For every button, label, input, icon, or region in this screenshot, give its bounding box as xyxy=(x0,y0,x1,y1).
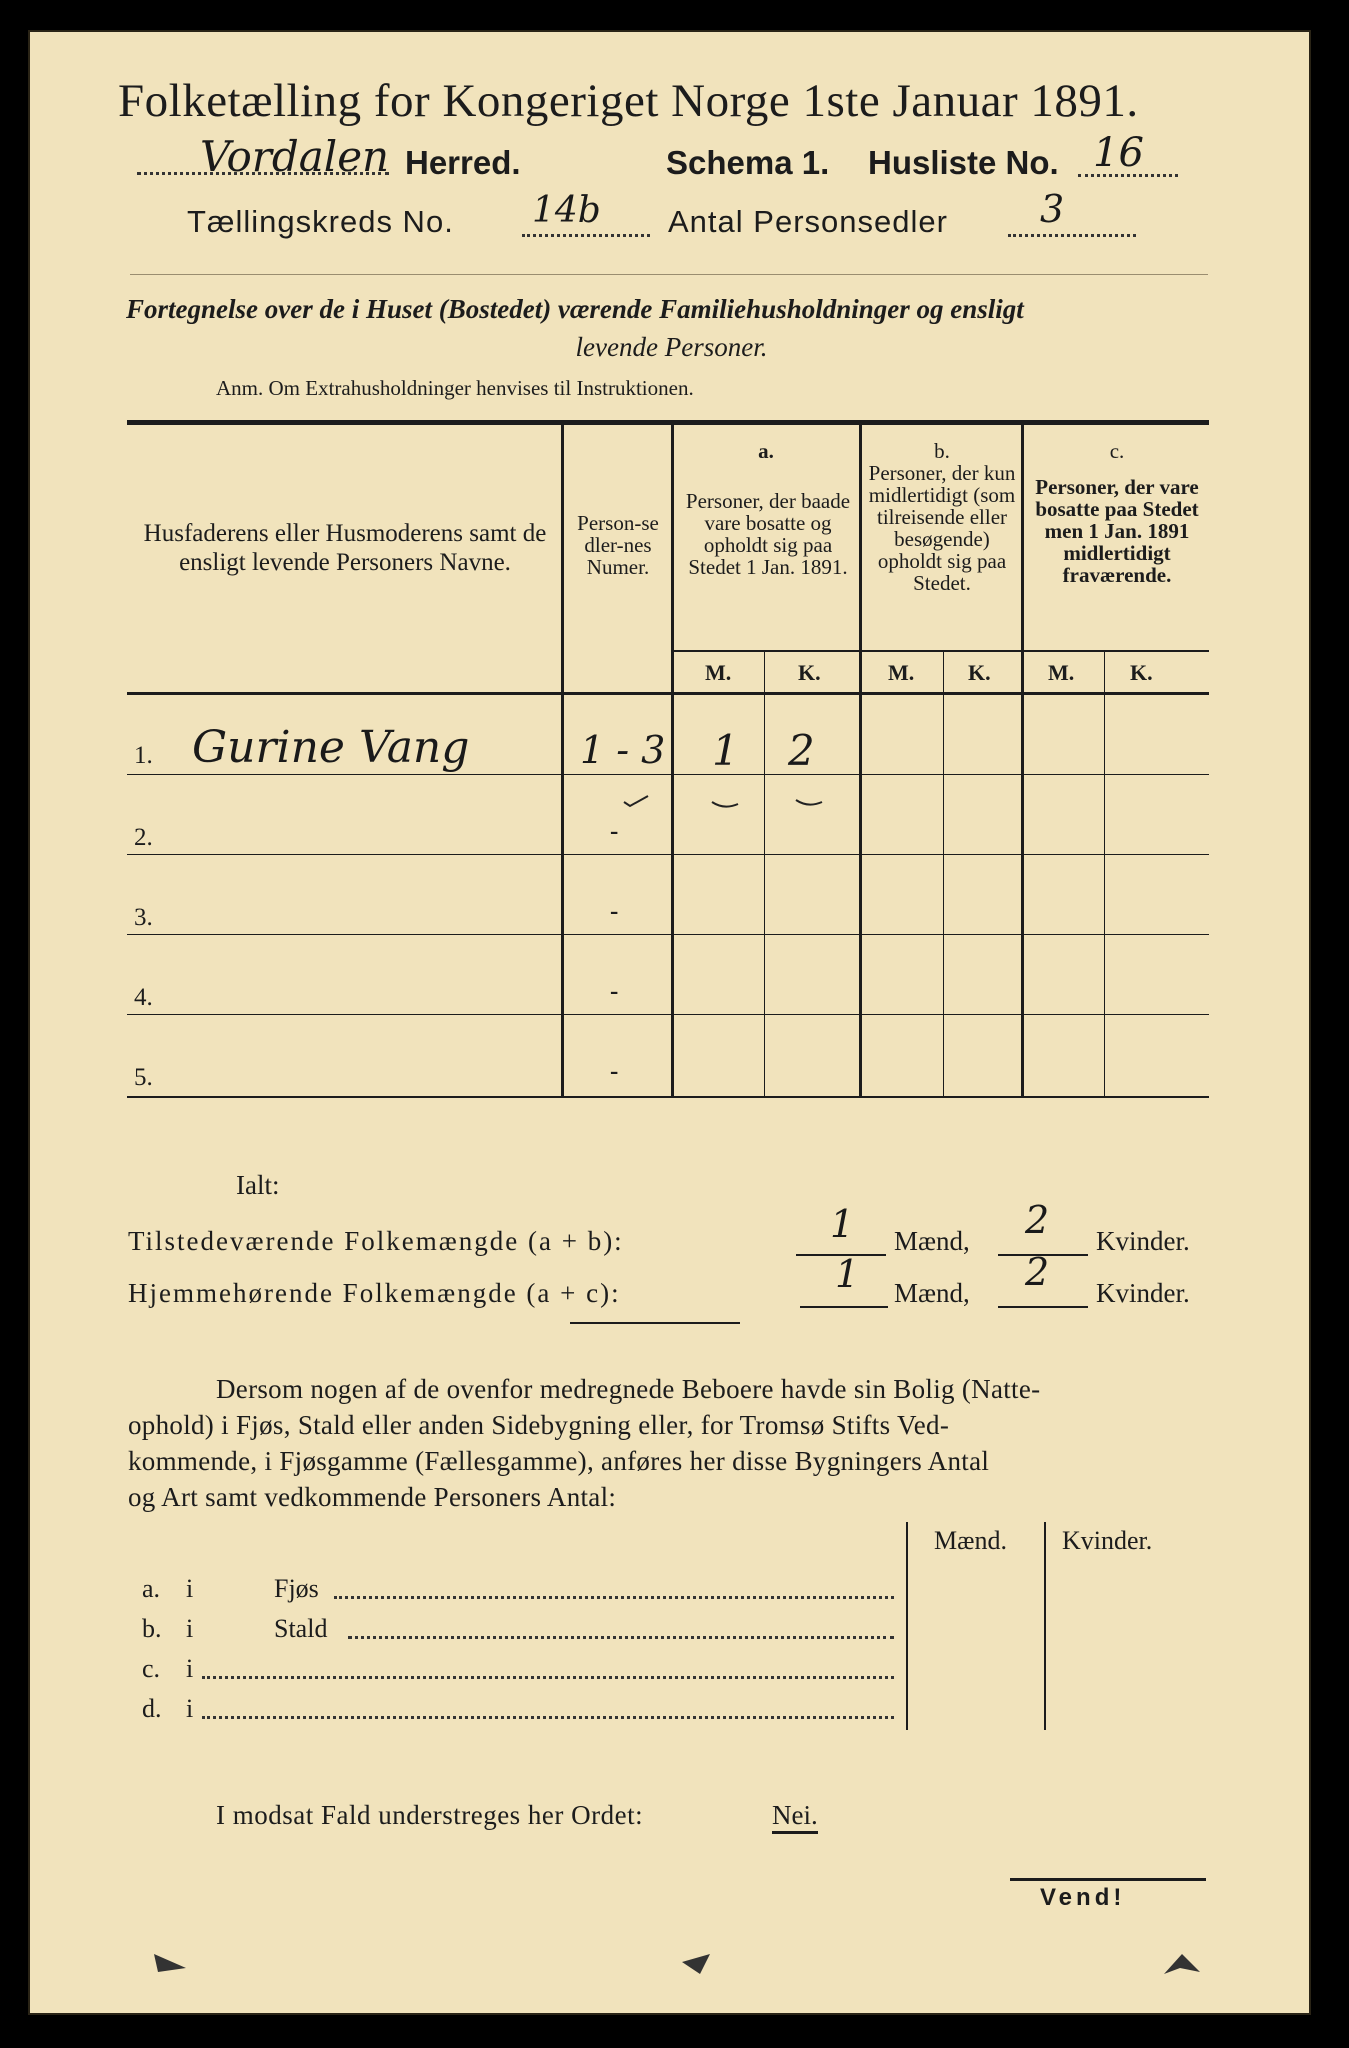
buildings-maend-head: Mænd. xyxy=(934,1526,1007,1555)
col-header-c: Personer, der vare bosatte paa Stedet men 1 Jan. 1891 midlertidigt fraværende. xyxy=(1035,475,1199,587)
building-row-d-letter: d. xyxy=(142,1694,162,1723)
hjemme-m-line xyxy=(800,1306,888,1308)
m-label-c: M. xyxy=(1048,660,1075,685)
buildings-col-divider-1 xyxy=(906,1522,908,1730)
husliste-value: 16 xyxy=(1093,130,1144,176)
building-row-a-i: i xyxy=(186,1574,194,1603)
k-label-c: K. xyxy=(1130,660,1153,685)
col-c-letter: c. xyxy=(1109,439,1125,463)
intro-note: Anm. Om Extrahusholdninger henvises til Instruktionen. xyxy=(216,376,694,400)
tilstede-label: Tilstedeværende Folkemængde (a + b): xyxy=(128,1226,624,1256)
tick-mark-b-icon xyxy=(792,796,826,810)
census-form xyxy=(28,30,1311,2015)
check-mark-icon xyxy=(620,794,654,808)
antal-dotline xyxy=(1008,234,1136,237)
col-divider-cm-ck xyxy=(1104,652,1105,1096)
corner-mark-right-icon xyxy=(1160,1950,1204,1980)
hjemme-k-value: 2 xyxy=(1025,1250,1050,1294)
k-label-a: K. xyxy=(798,660,821,685)
building-row-a-dots xyxy=(334,1596,894,1599)
antal-label: Antal Personsedler xyxy=(668,204,948,239)
m-label-b: M. xyxy=(888,660,915,685)
section-divider xyxy=(570,1322,740,1324)
building-row-c-i: i xyxy=(186,1654,194,1683)
herred-value: Vordalen xyxy=(200,132,390,181)
col-header-names: Husfaderens eller Husmoderens samt de ensligt levende Personers Navne. xyxy=(143,520,547,576)
vend-rule xyxy=(1010,1878,1206,1881)
buildings-para-2: ophold) i Fjøs, Stald eller anden Sidebygning eller, for Tromsø Stifts Ved- xyxy=(128,1410,950,1440)
building-row-b-label: Stald xyxy=(274,1614,328,1643)
kreds-value: 14b xyxy=(532,190,601,231)
col-divider-b xyxy=(1021,425,1024,1096)
building-row-a-label: Fjøs xyxy=(274,1574,319,1603)
col-divider-names xyxy=(561,425,564,1096)
col-a-letter: a. xyxy=(758,439,774,463)
tilstede-kvinder: Kvinder. xyxy=(1096,1226,1190,1256)
building-row-d-i: i xyxy=(186,1694,194,1723)
intro-line1: Fortegnelse over de i Huset (Bostedet) værende Familiehusholdninger og ensligt xyxy=(126,294,1024,324)
hjemme-maend: Mænd, xyxy=(894,1278,970,1308)
building-row-b-letter: b. xyxy=(142,1614,162,1643)
nei-word: Nei. xyxy=(772,1800,818,1834)
schema-label: Schema 1. xyxy=(666,144,830,181)
herred-label: Herred. xyxy=(405,144,521,181)
hjemme-kvinder: Kvinder. xyxy=(1096,1278,1190,1308)
table-top-rule xyxy=(127,420,1209,425)
buildings-para-4: og Art samt vedkommende Personers Antal: xyxy=(128,1482,617,1512)
intro-line2: levende Personer. xyxy=(575,332,768,362)
hjemme-label: Hjemmehørende Folkemængde (a + c): xyxy=(128,1278,621,1308)
tilstede-maend: Mænd, xyxy=(894,1226,970,1256)
m-label-a: M. xyxy=(705,660,732,685)
ialt-label: Ialt: xyxy=(236,1170,280,1200)
col-divider-numer xyxy=(671,425,674,1096)
buildings-col-divider-2 xyxy=(1044,1522,1046,1730)
row-numer-3: - xyxy=(610,898,619,925)
table-header-rule xyxy=(127,692,1209,695)
building-row-a-letter: a. xyxy=(142,1574,161,1603)
row-numer-5: - xyxy=(610,1058,619,1085)
hjemme-k-line xyxy=(998,1306,1088,1308)
building-row-d-dots xyxy=(202,1716,894,1719)
row-number-2: 2. xyxy=(134,824,153,851)
row-numer-2: - xyxy=(610,818,619,845)
tilstede-m-value: 1 xyxy=(830,1202,855,1246)
col-header-b: Personer, der kun midlertidigt (som tilreisende eller besøgende) opholdt sig paa Stedet. xyxy=(868,461,1016,595)
row-numer-1: 1 - 3 xyxy=(580,728,666,772)
col-divider-am-ak xyxy=(764,652,765,1096)
col-b-letter: b. xyxy=(934,439,950,463)
table-bottom-rule xyxy=(127,1096,1209,1098)
row-am-1: 1 xyxy=(712,726,739,775)
mk-top-rule xyxy=(671,650,1209,652)
kreds-dotline xyxy=(522,234,650,237)
buildings-kvinder-head: Kvinder. xyxy=(1062,1526,1153,1555)
building-row-c-letter: c. xyxy=(142,1654,161,1683)
buildings-para-1: Dersom nogen af de ovenfor medregnede Beboere havde sin Bolig (Natte- xyxy=(216,1374,1041,1404)
row-number-4: 4. xyxy=(134,984,153,1011)
building-row-b-i: i xyxy=(186,1614,194,1643)
tilstede-k-value: 2 xyxy=(1025,1198,1050,1242)
row-rule-2 xyxy=(127,854,1209,855)
col-divider-bm-bk xyxy=(943,652,944,1096)
modsat-text: I modsat Fald understreges her Ordet: xyxy=(216,1800,644,1830)
header-divider xyxy=(130,274,1208,275)
row-number-5: 5. xyxy=(134,1064,153,1091)
kreds-label: Tællingskreds No. xyxy=(187,204,454,239)
row-name-1: Gurine Vang xyxy=(192,722,470,773)
vend-text: Vend! xyxy=(1040,1884,1126,1911)
k-label-b: K. xyxy=(968,660,991,685)
tick-mark-a-icon xyxy=(708,798,742,812)
col-header-numer: Person-sedler-nes Numer. xyxy=(577,511,659,579)
corner-mark-center-icon xyxy=(676,1950,716,1976)
buildings-para-3: kommende, i Fjøsgamme (Fællesgamme), anføres her disse Bygningers Antal xyxy=(128,1446,990,1476)
row-number-3: 3. xyxy=(134,904,153,931)
row-rule-4 xyxy=(127,1014,1209,1015)
form-title: Folketælling for Kongeriget Norge 1ste Januar 1891. xyxy=(118,75,1139,127)
hjemme-m-value: 1 xyxy=(835,1252,860,1296)
row-rule-3 xyxy=(127,934,1209,935)
building-row-c-dots xyxy=(202,1676,894,1679)
col-divider-a xyxy=(859,425,862,1096)
antal-value: 3 xyxy=(1040,187,1065,231)
row-rule-1 xyxy=(127,774,1209,775)
col-header-a: Personer, der baade vare bosatte og opholdt sig paa Stedet 1 Jan. 1891. xyxy=(685,489,851,579)
row-ak-1: 2 xyxy=(788,726,815,775)
row-numer-4: - xyxy=(610,978,619,1005)
husliste-label: Husliste No. xyxy=(868,144,1059,181)
row-number-1: 1. xyxy=(134,742,153,769)
corner-mark-left-icon xyxy=(150,1950,190,1976)
building-row-b-dots xyxy=(348,1636,894,1639)
